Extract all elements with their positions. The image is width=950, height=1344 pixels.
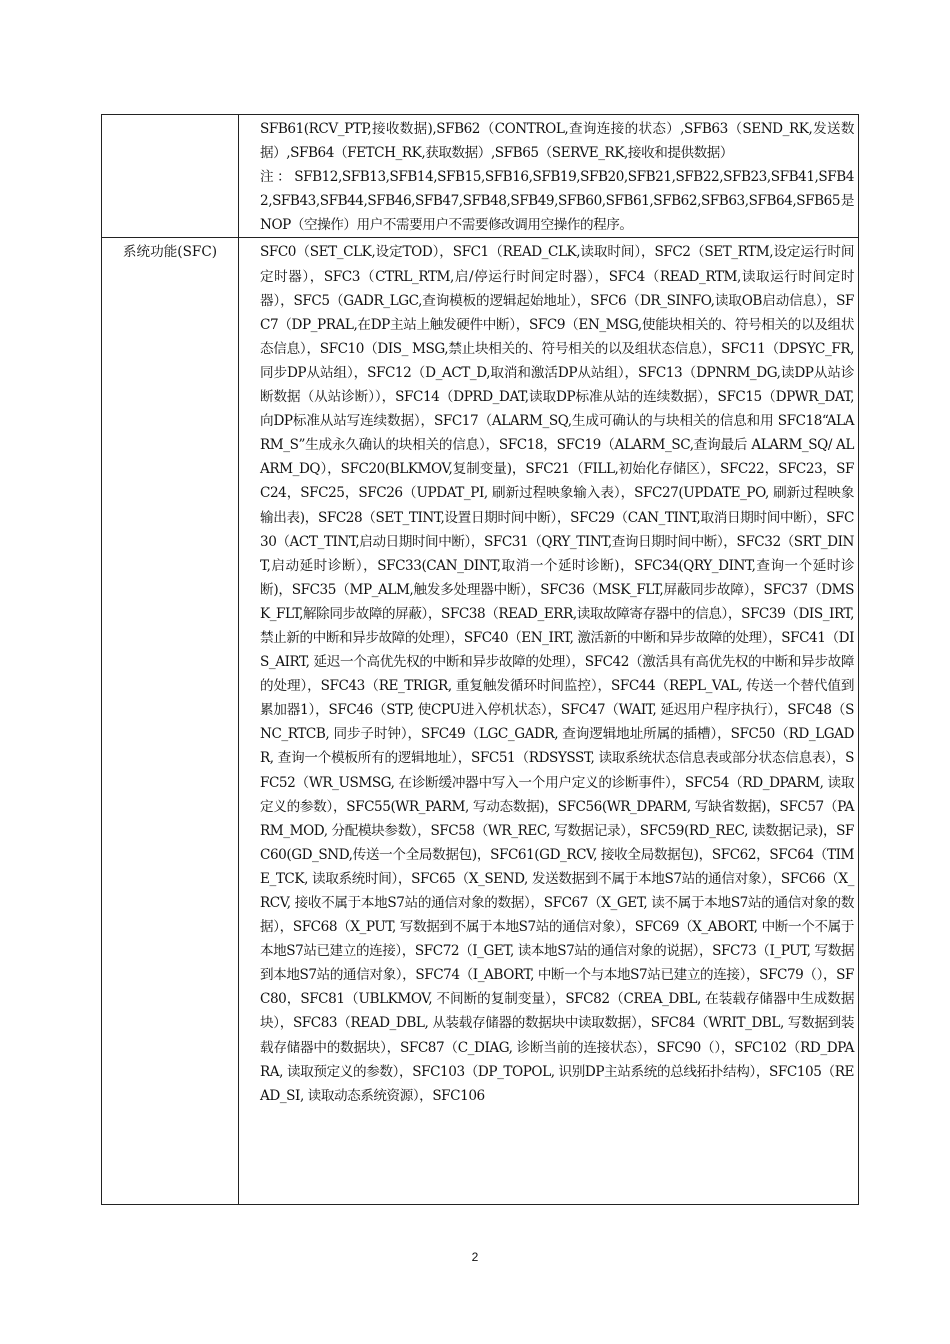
sfc-row [102,238,859,1205]
sfb-note-text: 注：SFB12,SFB13,SFB14,SFB15,SFB16,SFB19,SFB20,SFB21,SFB22,SFB23,SFB41,SFB42,SFB43,SFB44,SFB46,SFB47,SFB48,SFB49,SFB60,SFB61,SFB62,SFB63,SFB64,SFB65是NOP（空操作）用户不需要用户不需要修改调用空操作的程序。 [260,169,854,234]
row-content-cell [239,238,859,1205]
row-label [102,115,238,117]
row-label-cell [102,238,239,1205]
function-table [101,114,859,1205]
page-number: 2 [471,1250,479,1264]
row-content-cell [239,115,859,238]
row-label-cell [102,115,239,238]
sfb-list-text: SFB61(RCV_PTP,接收数据),SFB62（CONTROL,查询连接的状态）,SFB63（SEND_RK,发送数据）,SFB64（FETCH_RK,获取数据）,SFB65（SERVE_RK,接收和提供数据） [260,121,854,162]
sfc-list-text: SFC0（SET_CLK,设定TOD），SFC1（READ_CLK,读取时间），SFC2（SET_RTM,设定运行时间定时器），SFC3（CTRL_RTM,启/停运行时间定时器），SFC4（READ_RTM,读取运行时间定时器），SFC5（GADR_LGC,查询模板的逻辑起始地址），SFC6（DR_SINFO,读取OB启动信息），SFC7（DP_PRAL,在DP主站上触发硬件中断），SFC9（EN_MSG,使能块相关的、符号相关的以及组状态信息），SFC10（DIS_ MSG,禁止块相关的、符号相关的以及组状态信息），SFC11（DPSYC_FR,同步DP从站组），SFC12（D_ACT_D,取消和激活DP从站组），SFC13（DPNRM_DG,读DP从站诊断数据（从站诊断）），SFC14（DPRD_DAT,读取DP标准从站的连续数据），SFC15（DPWR_DAT,向DP标准从站写连续数据），SFC17（ALARM_SQ,生成可确认的与块相关的信息和用 SFC18“ALARM_S”生成永久确认的块相关的信息），SFC18，SFC19（ALARM_SC,查询最后 ALARM_SQ/ ALARM_DQ），SFC20(BLKMOV,复制变量)，SFC21（FILL,初始化存储区），SFC22，SFC23，SFC24，SFC25，SFC26（UPDAT_PI, 刷新过程映象输入表），SFC27(UPDATE_PO, 刷新过程映象输出表)，SFC28（SET_TINT,设置日期时间中断），SFC29（CAN_TINT,取消日期时间中断），SFC30（ACT_TINT,启动日期时间中断），SFC31（QRY_TINT,查询日期时间中断），SFC32（SRT_DINT,启动延时诊断），SFC33(CAN_DINT,取消一个延时诊断)，SFC34(QRY_DINT,查询一个延时诊断)，SFC35（MP_ALM,触发多处理器中断），SFC36（MSK_FLT,屏蔽同步故障），SFC37（DMSK_FLT,解除同步故障的屏蔽），SFC38（READ_ERR,读取故障寄存器中的信息），SFC39（DIS_IRT, 禁止新的中断和异步故障的处理），SFC40（EN_IRT, 激活新的中断和异步故障的处理），SFC41（DIS_AIRT, 延迟一个高优先权的中断和异步故障的处理），SFC42（激活具有高优先权的中断和异步故障的处理），SFC43（RE_TRIGR, 重复触发循环时间监控），SFC44（REPL_VAL, 传送一个替代值到累加器1），SFC46（STP, 使CPU进入停机状态），SFC47（WAIT, 延迟用户程序执行），SFC48（SNC_RTCB, 同步子时钟），SFC49（LGC_GADR, 查询逻辑地址所属的插槽），SFC50（RD_LGADR, 查询一个模板所有的逻辑地址），SFC51（RDSYSST, 读取系统状态信息表或部分状态信息表），SFC52（WR_USMSG, 在诊断缓冲器中写入一个用户定义的诊断事件），SFC54（RD_DPARM, 读取定义的参数），SFC55(WR_PARM, 写动态数据)，SFC56(WR_DPARM, 写缺省数据)，SFC57（PARM_MOD, 分配模块参数），SFC58（WR_REC, 写数据记录），SFC59(RD_REC, 读数据记录)，SFC60(GD_SND,传送一个全局数据包)，SFC61(GD_RCV, 接收全局数据包)，SFC62，SFC64（TIME_TCK, 读取系统时间），SFC65（X_SEND, 发送数据到不属于本地S7站的通信对象），SFC66（X_RCV, 接收不属于本地S7站的通信对象的数据），SFC67（X_GET, 读不属于本地S7站的通信对象的数据），SFC68（X_PUT, 写数据到不属于本地S7站的通信对象），SFC69（X_ABORT, 中断一个不属于本地S7站已建立的连接），SFC72（I_GET, 读本地S7站的通信对象的说据），SFC73（I_PUT, 写数据到本地S7站的通信对象），SFC74（I_ABORT, 中断一个与本地S7站已建立的连接），SFC79（），SFC80，SFC81（UBLKMOV, 不间断的复制变量），SFC82（CREA_DBL, 在装载存储器中生成数据块），SFC83（READ_DBL, 从装载存储器的数据块中读取数据），SFC84（WRIT_DBL, 写数据到装载存储器中的数据块），SFC87（C_DIAG, 诊断当前的连接状态），SFC90（），SFC102（RD_DPARA, 读取预定义的参数），SFC103（DP_TOPOL, 识别DP主站系统的总线拓扑结构），SFC105（READ_SI, 读取动态系统资源），SFC106 [260,244,854,1104]
sfc-label: 系统功能(SFC) [122,244,218,261]
sfb-continuation-row [102,115,859,238]
